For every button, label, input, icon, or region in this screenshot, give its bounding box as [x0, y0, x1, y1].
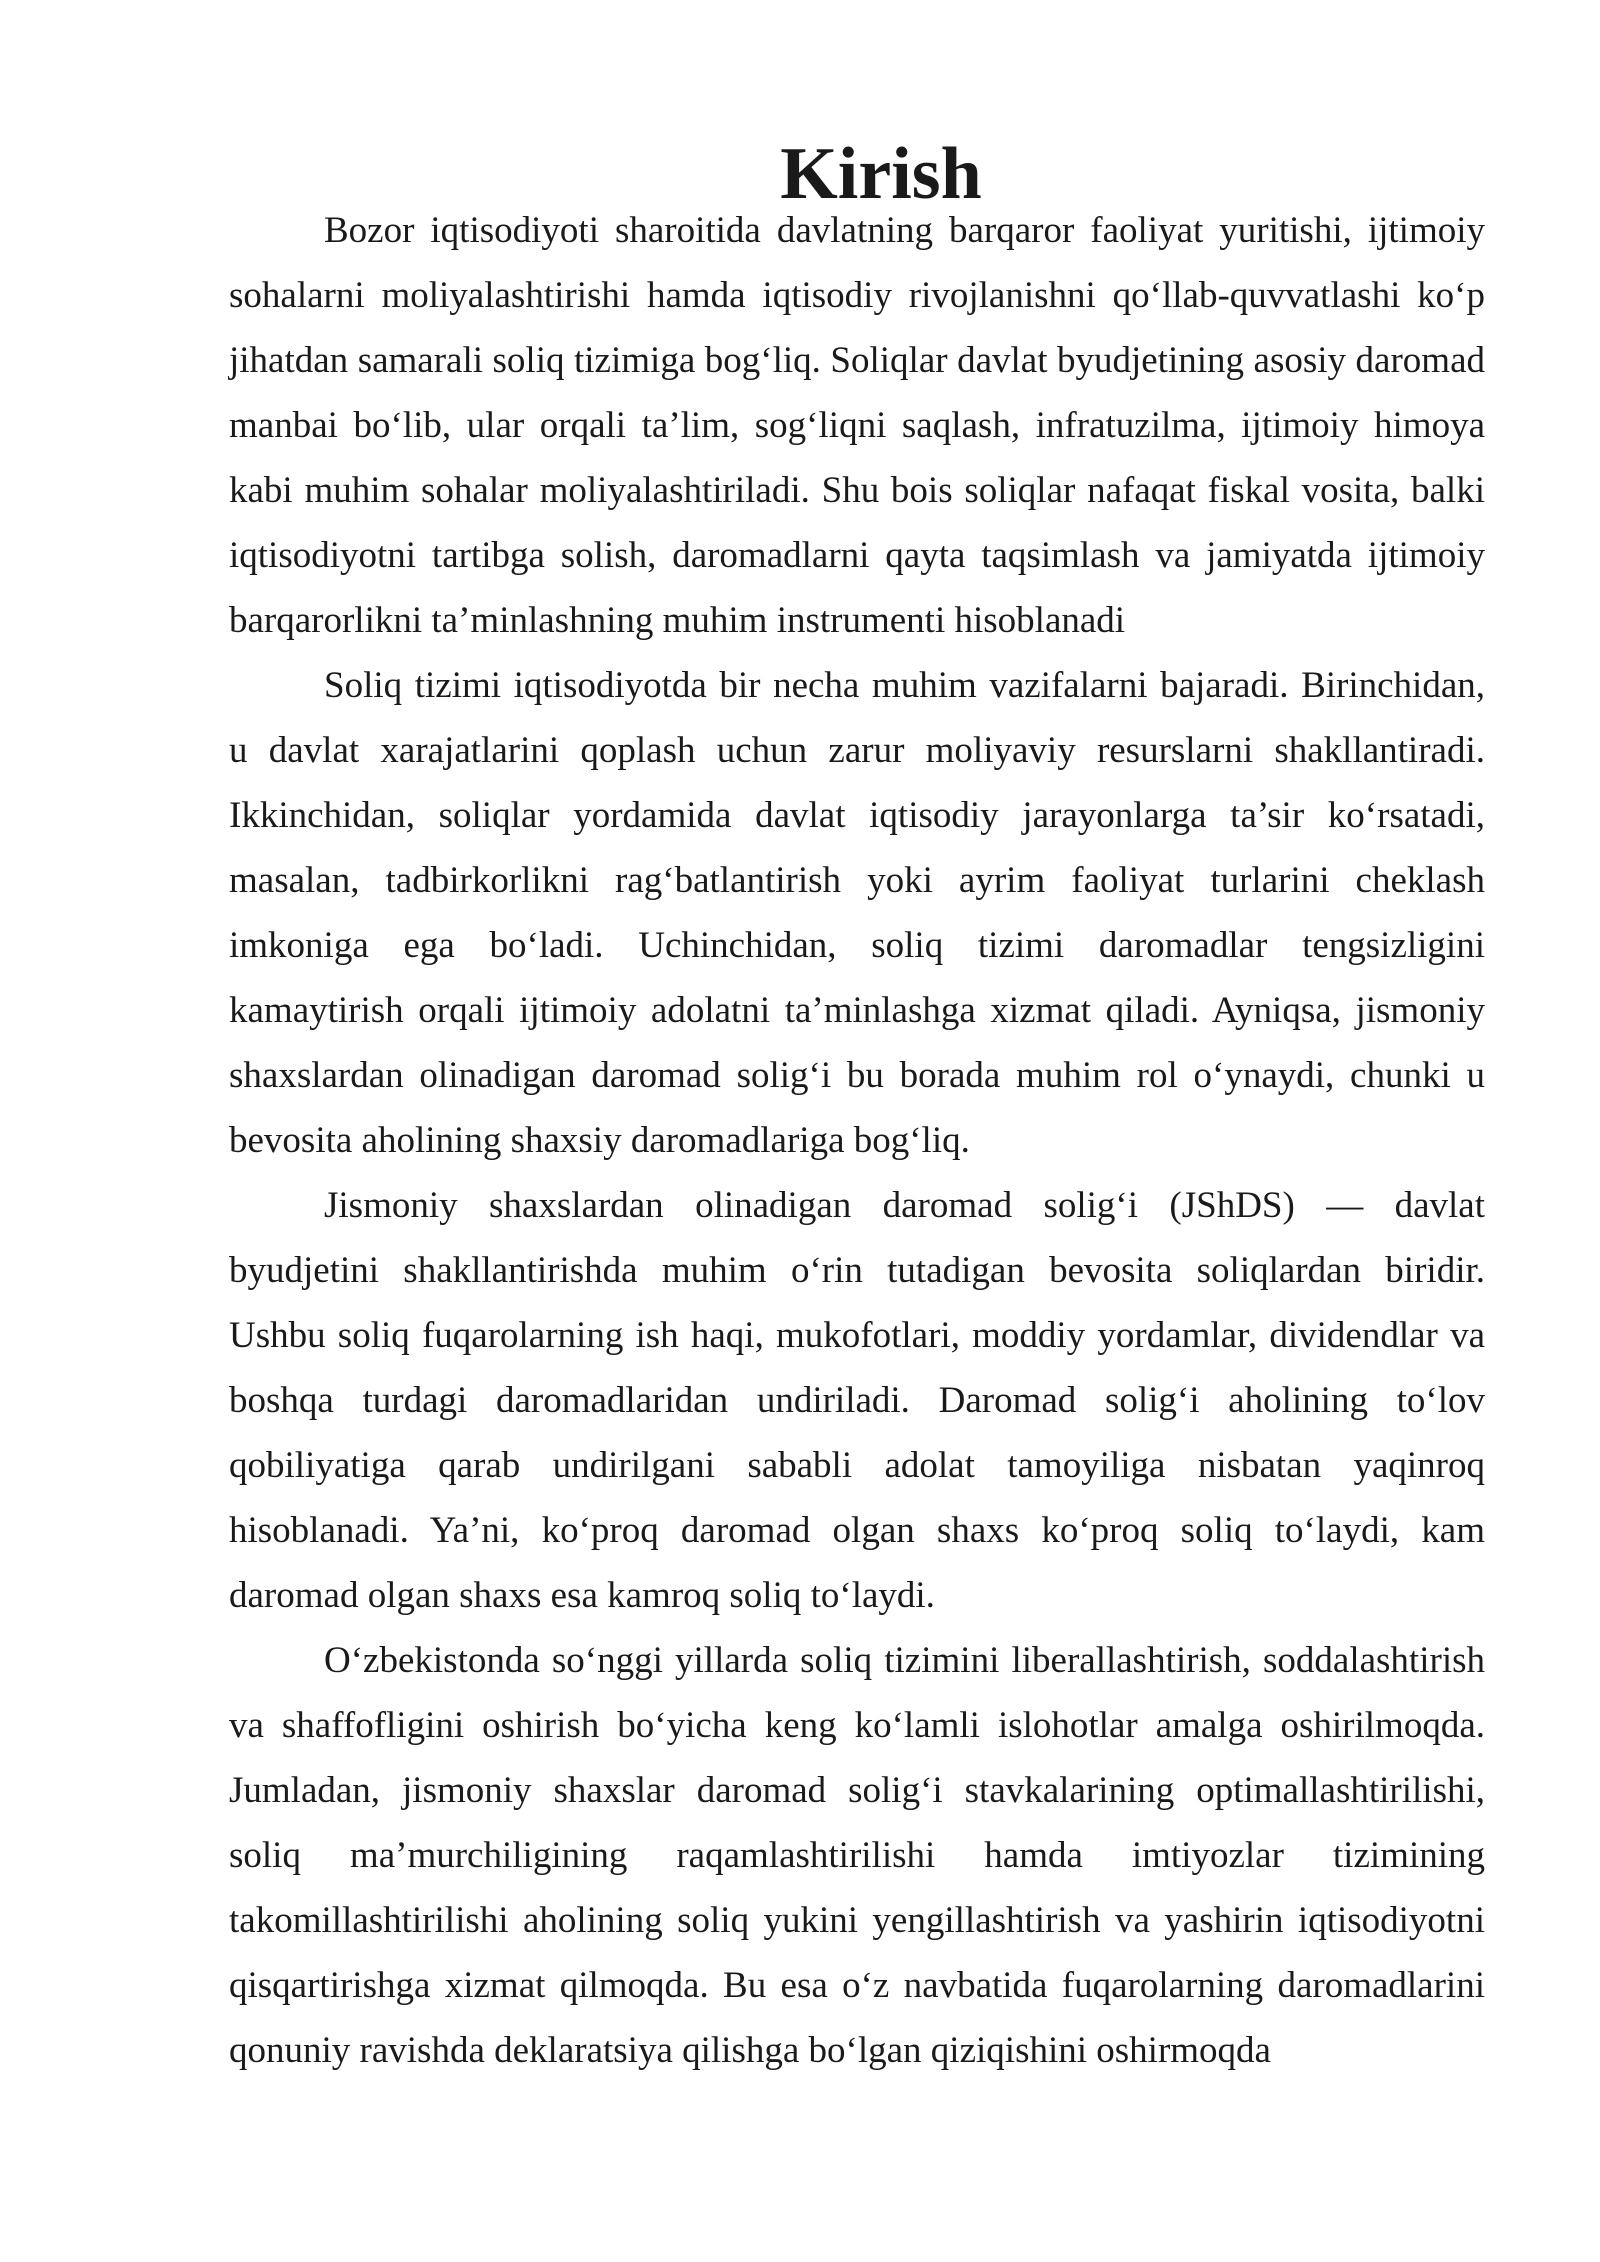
paragraph-2: Soliq tizimi iqtisodiyotda bir necha muhim vazifalarni bajaradi. Birinchidan, u davlat xarajatlarini qoplash uchun zarur moliyaviy resurslarni shakllantiradi. Ikkinchidan, soliqlar yordamida davlat iqtisodiy jarayonlarga ta’sir ko‘rsatadi, masalan, tadbirkorlikni rag‘batlantirish yoki ayrim faoliyat turlarini cheklash imkoniga ega bo‘ladi. Uchinchidan, soliq tizimi daromadlar tengsizligini kamaytirish orqali ijtimoiy adolatni ta’minlashga xizmat qiladi. Ayniqsa, jismoniy shaxslardan olinadigan daromad solig‘i bu borada muhim rol o‘ynaydi, chunki u bevosita aholining shaxsiy daromadlariga bog‘liq. — [229, 665, 1485, 1161]
paragraph-1: Bozor iqtisodiyoti sharoitida davlatning barqaror faoliyat yuritishi, ijtimoiy sohalarni moliyalashtirishi hamda iqtisodiy rivojlanishni qo‘llab-quvvatlashi ko‘p jihatdan samarali soliq tizimiga bog‘liq. Soliqlar davlat byudjetining asosiy daromad manbai bo‘lib, ular orqali ta’lim, sog‘liqni saqlash, infratuzilma, ijtimoiy himoya kabi muhim sohalar moliyalashtiriladi. Shu bois soliqlar nafaqat fiskal vosita, balki iqtisodiyotni tartibga solish, daromadlarni qayta taqsimlash va jamiyatda ijtimoiy barqarorlikni ta’minlashning muhim instrumenti hisoblanadi — [229, 210, 1485, 641]
document-title: Kirish — [780, 133, 982, 215]
paragraph-3: Jismoniy shaxslardan olinadigan daromad solig‘i (JShDS) — davlat byudjetini shakllantirishda muhim o‘rin tutadigan bevosita soliqlardan biridir. Ushbu soliq fuqarolarning ish haqi, mukofotlari, moddiy yordamlar, dividendlar va boshqa turdagi daromadlaridan undiriladi. Daromad solig‘i aholining to‘lov qobiliyatiga qarab undirilgani sababli adolat tamoyiliga nisbatan yaqinroq hisoblanadi. Ya’ni, ko‘proq daromad olgan shaxs ko‘proq soliq to‘laydi, kam daromad olgan shaxs esa kamroq soliq to‘laydi. — [229, 1185, 1485, 1616]
document-page — [229, 133, 1485, 2083]
paragraph-4: O‘zbekistonda so‘nggi yillarda soliq tizimini liberallashtirish, soddalashtirish va shaffofligini oshirish bo‘yicha keng ko‘lamli islohotlar amalga oshirilmoqda. Jumladan, jismoniy shaxslar daromad solig‘i stavkalarining optimallashtirilishi, soliq ma’murchiligining raqamlashtirilishi hamda imtiyozlar tizimining takomillashtirilishi aholining soliq yukini yengillashtirish va yashirin iqtisodiyotni qisqartirishga xizmat qilmoqda. Bu esa o‘z navbatida fuqarolarning daromadlarini qonuniy ravishda deklaratsiya qilishga bo‘lgan qiziqishini oshirmoqda — [229, 1640, 1485, 2071]
